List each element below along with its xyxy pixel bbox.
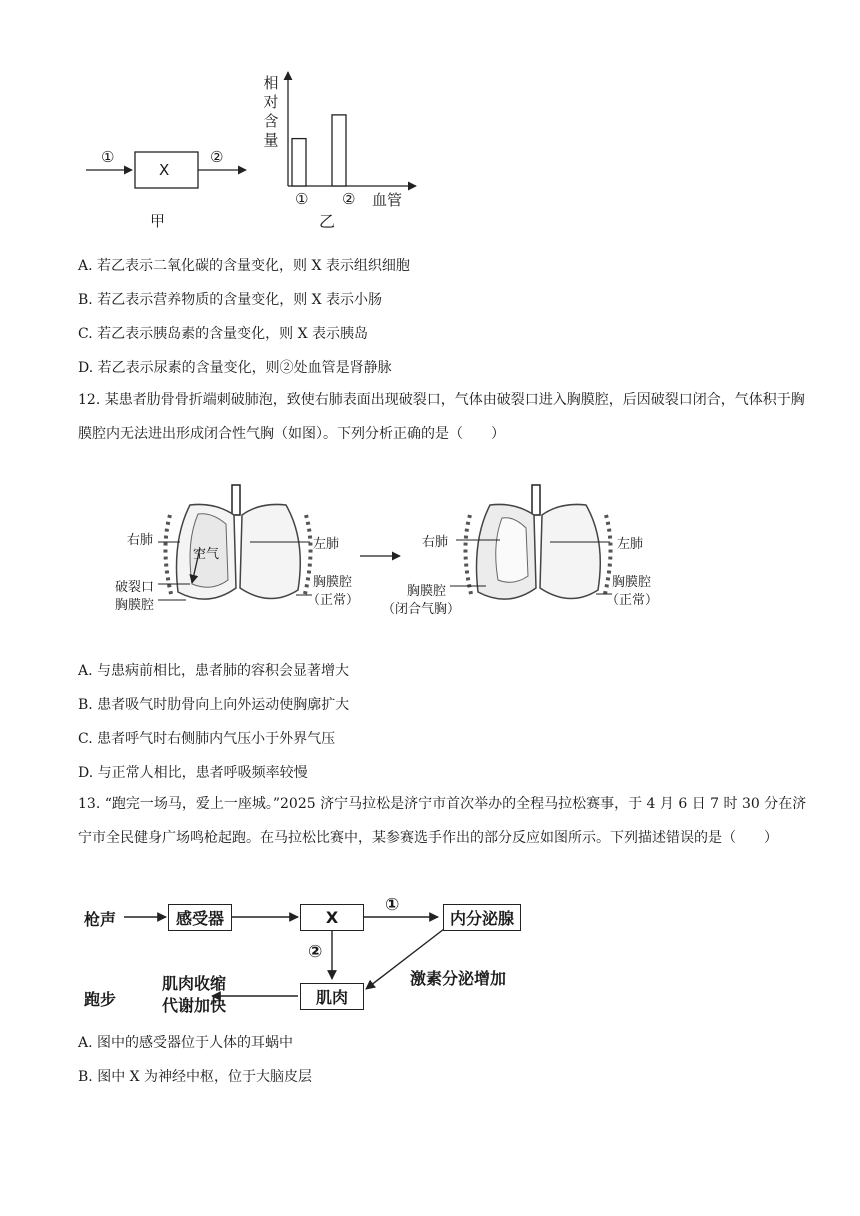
yi-tick-1: ①: [295, 190, 309, 208]
label-left-lung-2: 左肺: [617, 537, 644, 552]
yi-ylabel-char: 量: [263, 131, 279, 149]
label-pleural: 胸膜腔: [115, 598, 155, 613]
yi-bar-1: [292, 139, 306, 186]
yi-ylabel-char: 含: [263, 112, 279, 130]
yi-bar-2: [332, 115, 346, 186]
yi-bar-chart: [280, 68, 420, 198]
q13-option-b: B. 图中 X 为神经中枢，位于大脑皮层: [78, 1069, 313, 1085]
flow-endocrine: 内分泌腺: [449, 909, 514, 928]
label-pleural-closed-note: （闭合气胸）: [382, 602, 461, 617]
jia-box-label: X: [159, 161, 170, 179]
q12-option-a: A. 与患病前相比，患者肺的容积会显著增大: [78, 663, 350, 679]
label-pleural-normal-note-2: （正常）: [606, 593, 659, 608]
q11-option-c: C. 若乙表示胰岛素的含量变化，则 X 表示胰岛: [78, 326, 368, 342]
q12-option-d: D. 与正常人相比，患者呼吸频率较慢: [78, 765, 308, 781]
flow-path-1: ①: [385, 895, 400, 915]
label-pleural-normal-2: 胸膜腔: [612, 575, 652, 590]
yi-ylabel-char: 对: [263, 93, 279, 111]
q12-option-c: C. 患者呼气时右侧肺内气压小于外界气压: [78, 731, 336, 747]
yi-ylabel-char: 相: [263, 74, 279, 92]
q11-option-b: B. 若乙表示营养物质的含量变化，则 X 表示小肠: [78, 292, 383, 308]
q13-stem: 13. “跑完一场马，爱上一座城。”2025 济宁马拉松是济宁市首次举办的全程马拉松赛事，于 4 月 6 日 7 时 30 分在济宁市全民健身广场鸣枪起跑。在马拉松比赛中，某参赛选手作出的部分反应如图所示。下列描述错误的是（ ）: [78, 796, 807, 846]
label-pleural-closed: 胸膜腔: [407, 584, 447, 599]
flow-running: 跑步: [84, 990, 117, 1009]
q13-option-a: A. 图中的感受器位于人体的耳蜗中: [78, 1035, 294, 1051]
flow-endocrine-box: [443, 904, 521, 931]
yi-ylabel: [262, 74, 280, 150]
lungs-before: [158, 485, 312, 600]
flow-effect-metabolism: 代谢加快: [162, 996, 227, 1015]
flow-receptor-box: [168, 904, 232, 931]
jia-in-label: ①: [101, 148, 115, 166]
flow-x: X: [325, 908, 339, 927]
flow-hormone: 激素分泌增加: [410, 969, 507, 988]
jia-caption: 甲: [150, 212, 166, 230]
label-pleural-normal-note: （正常）: [307, 593, 360, 608]
yi-tick-2: ②: [342, 190, 356, 208]
jia-out-label: ②: [210, 148, 224, 166]
flow-muscle: 肌肉: [315, 988, 348, 1007]
flow-gunshot: 枪声: [84, 910, 117, 929]
yi-caption: 乙: [319, 212, 336, 231]
yi-xlabel: 血管: [372, 191, 403, 209]
lungs-after: [450, 485, 612, 599]
label-air: 空气: [193, 547, 220, 562]
q12-stem: 12. 某患者肋骨骨折端刺破肺泡，致使右肺表面出现破裂口，气体由破裂口进入胸膜腔，后因破裂口闭合，气体积于胸膜腔内无法进出形成闭合性气胸（如图）。下列分析正确的是（ ）: [78, 392, 805, 442]
label-rupture: 破裂口: [115, 580, 155, 595]
q11-option-d: D. 若乙表示尿素的含量变化，则②处血管是肾静脉: [78, 360, 392, 376]
q12-option-b: B. 患者吸气时肋骨向上向外运动使胸廓扩大: [78, 697, 350, 713]
flow-muscle-box: [300, 983, 364, 1010]
label-right-lung-2: 右肺: [422, 535, 449, 550]
flow-effect-contract: 肌肉收缩: [162, 974, 227, 993]
label-pleural-normal: 胸膜腔: [313, 575, 353, 590]
flow-receptor: 感受器: [175, 909, 224, 928]
label-right-lung: 右肺: [127, 533, 154, 548]
flow-path-2: ②: [308, 942, 323, 962]
flow-x-box: [300, 904, 364, 931]
q11-option-a: A. 若乙表示二氧化碳的含量变化，则 X 表示组织细胞: [78, 258, 410, 274]
label-left-lung: 左肺: [313, 537, 340, 552]
